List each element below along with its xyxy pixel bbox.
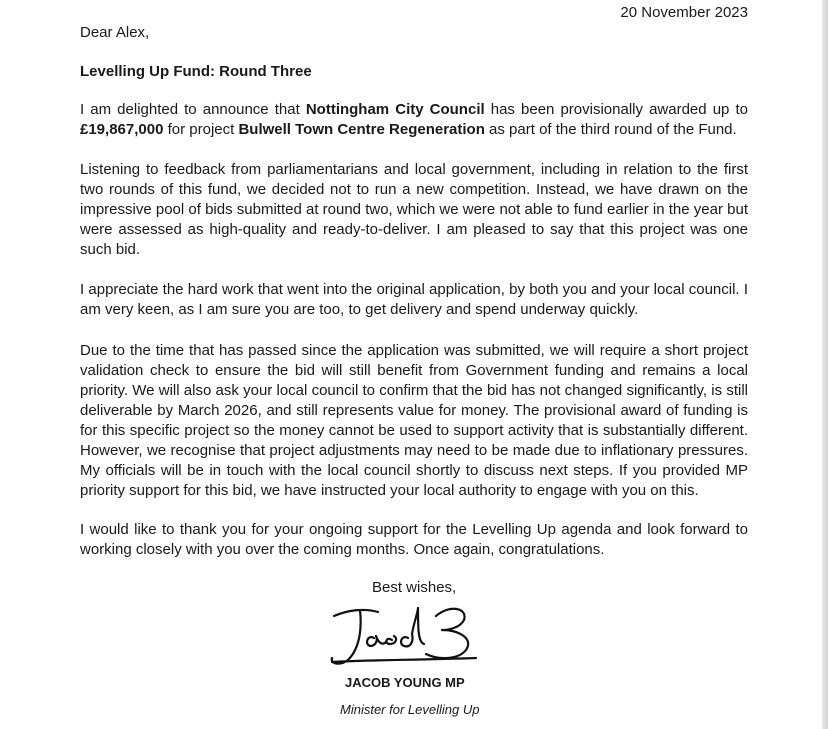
project-name: Bulwell Town Centre Regeneration <box>238 121 485 138</box>
award-text-3: for project <box>163 121 239 138</box>
page-edge-shadow <box>822 0 828 729</box>
award-text-1: I am delighted to announce that <box>80 101 306 118</box>
award-amount: £19,867,000 <box>80 121 164 138</box>
paragraph-appreciation: I appreciate the hard work that went into the original application, by both you and your local council. I am very keen, as I am sure you are too, to get delivery and spend underway quickly. <box>80 281 748 318</box>
signer-role: Minister for Levelling Up <box>340 702 480 717</box>
closing: Best wishes, <box>372 579 457 596</box>
letter-date: 20 November 2023 <box>620 4 748 21</box>
signer-name: JACOB YOUNG MP <box>345 675 465 690</box>
paragraph-award <box>80 100 748 140</box>
subject-heading: Levelling Up Fund: Round Three <box>80 63 312 80</box>
salutation: Dear Alex, <box>80 24 150 41</box>
council-name: Nottingham City Council <box>305 101 485 118</box>
paragraph-feedback: Listening to feedback from parliamentarians and local government, including in relation to the first two rounds of this fund, we decided not to run a new competition. Instead, we have drawn on the impressive pool of bids submitted at round two, which we were not able to fund earlier in the year but were assessed as high-quality and ready-to-deliver. I am pleased to say that this project was one such bid. <box>80 161 748 258</box>
signature <box>326 598 494 668</box>
paragraph-validation: Due to the time that has passed since the application was submitted, we will require a short project validation check to ensure the bid will still benefit from Government funding and remains a local priority. We will also ask your local council to confirm that the bid has not changed significantly, is still deliverable by March 2026, and still represents value for money. The provisional award of funding is for this specific project so the money cannot be used to support activity that is substantially different. However, we recognise that project adjustments may need to be made due to inflationary pressures. My officials will be in touch with the local council shortly to discuss next steps. If you provided MP priority support for this bid, we have instructed your local authority to engage with you on this. <box>80 342 748 499</box>
award-text-2: has been provisionally awarded up to <box>484 101 748 118</box>
paragraph-thanks: I would like to thank you for your ongoing support for the Levelling Up agenda and look forward to working closely with you over the coming months. Once again, congratulations. <box>80 521 748 558</box>
award-text-4: as part of the third round of the Fund. <box>484 121 737 138</box>
